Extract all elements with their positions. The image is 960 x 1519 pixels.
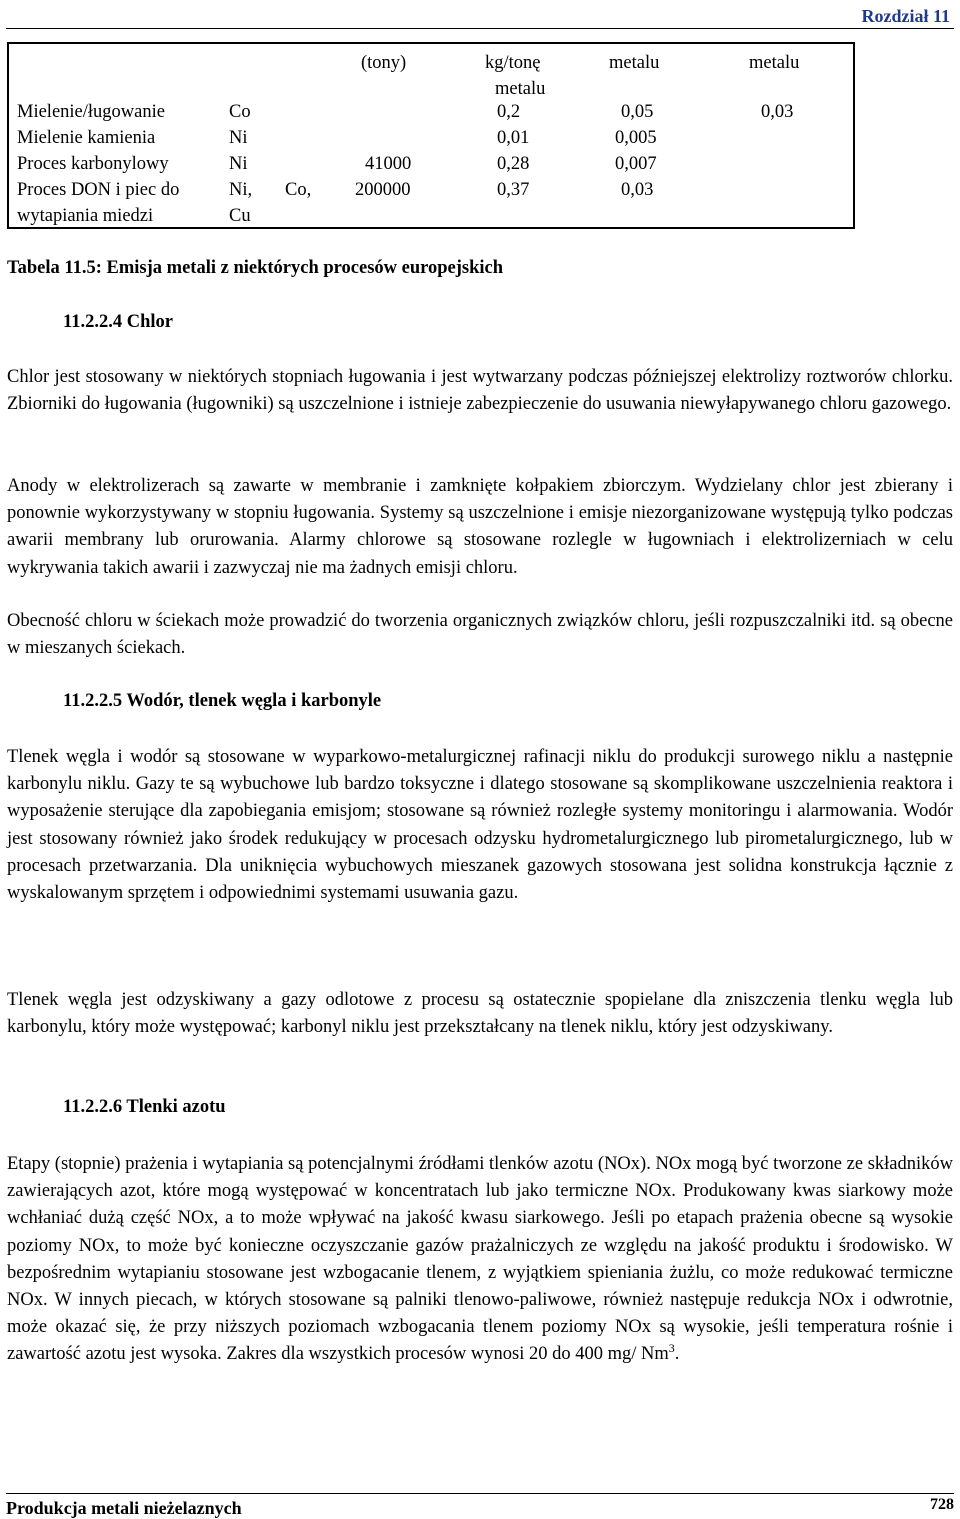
table-header-kg-per-tonne: kg/tonę xyxy=(485,53,541,73)
table-cell-metal: Ni xyxy=(229,154,248,174)
paragraph: Obecność chloru w ściekach może prowadzić do tworzenia organicznych związków chloru, jeśli rozpuszczalniki itd. są obecne w mieszanych ściekach. xyxy=(7,611,953,659)
section-heading-wodor: 11.2.2.5 Wodór, tlenek węgla i karbonyle xyxy=(63,691,382,711)
table-cell-col4: 0,03 xyxy=(621,180,654,200)
section-heading-chlor: 11.2.2.4 Chlor xyxy=(63,312,173,332)
table-cell-tonnes: 41000 xyxy=(365,154,412,174)
superscript: 3 xyxy=(668,1341,675,1356)
table-cell-col5: 0,03 xyxy=(761,102,794,122)
paragraph: Tlenek węgla i wodór są stosowane w wyparkowo-metalurgicznej rafinacji niklu do produkcji surowego niklu a następnie karbonylu niklu. Gazy te są wybuchowe lub bardzo toksyczne i dlatego stosowane są skomplikowane uszczelnienia reaktora i wyposażenie sterujące dla zapobiegania emisjom; stosowane są również rozległe systemy monitoringu i alarmowania. Wodór jest stosowany również jako środek redukujący w procesach odzysku hydrometalurgicznego lub pirometalurgicznego, lub w procesach przetwarzania. Dla uniknięcia wybuchowych mieszanek gazowych stosowana jest solidna konstrukcja łącznie z wyskalowanym sprzętem i odpowiednimi systemami usuwania gazu. xyxy=(7,747,953,904)
paragraph xyxy=(7,1151,953,1369)
table-cell-process: Proces karbonylowy xyxy=(17,154,169,174)
table-cell-process: Mielenie/ługowanie xyxy=(17,102,165,122)
paragraph: Tlenek węgla jest odzyskiwany a gazy odlotowe z procesu są ostatecznie spopielane dla zniszczenia tlenku węgla lub karbonylu, który może występować; karbonyl niklu jest przekształcany na tlenek niklu, który jest odzyskiwany. xyxy=(7,990,953,1038)
emissions-table xyxy=(7,42,855,229)
chapter-label: Rozdział 11 xyxy=(861,6,950,26)
paragraph: Chlor jest stosowany w niektórych stopniach ługowania i jest wytwarzany podczas późniejszej elektrolizy roztworów chlorku. Zbiorniki do ługowania (ługowniki) są uszczelnione i istnieje zabezpieczenie do usuwania niewyłapywanego chloru gazowego. xyxy=(7,367,953,415)
table-cell-col4: 0,05 xyxy=(621,102,654,122)
paragraph-end: . xyxy=(674,1344,680,1365)
footer-title: Produkcja metali nieżelaznych xyxy=(6,1498,242,1518)
table-cell-kg-per-tonne: 0,28 xyxy=(497,154,530,174)
table-cell-process: Proces DON i piec do xyxy=(17,180,180,200)
page-number: 728 xyxy=(930,1496,954,1513)
table-cell-metal: Cu xyxy=(229,206,251,226)
table-cell-process: wytapiania miedzi xyxy=(17,206,154,226)
paragraph-text: Etapy (stopnie) prażenia i wytapiania są potencjalnymi źródłami tlenków azotu (NOx). NOx mogą być tworzone ze składników zawierających azot, które mogą występować w koncentratach lub jako termiczne NOx. Produkowany kwas siarkowy może wchłaniać dużą część NOx, a to może wpływać na jakość kwasu siarkowego. Jeśli po etapach prażenia obecne są wysokie poziomy NOx, to może być konieczne oczyszczanie gazów prażalniczych ze względu na jakość produktu i środowisko. W bezpośrednim wytapianiu stosowane jest wzbogacanie tlenem, z wyjątkiem spieniania żużlu, co może redukować termiczne NOx. W innych piecach, w których stosowane są palniki tlenowo-paliwowe, również następuje redukcja NOx i odwrotnie, może okazać się, że przy niższych poziomach wzbogacania tlenem poziomy NOx są wysokie, jeśli temperatura rośnie i zawartość azotu jest wysoka. Zakres dla wszystkich procesów wynosi 20 do 400 mg/ Nm xyxy=(7,1154,953,1365)
table-cell-col4: 0,005 xyxy=(615,128,657,148)
table-cell-metal: Ni xyxy=(229,128,248,148)
table-header-col4: metalu xyxy=(609,53,660,73)
table-caption: Tabela 11.5: Emisja metali z niektórych procesów europejskich xyxy=(7,258,504,278)
table-cell-kg-per-tonne: 0,01 xyxy=(497,128,530,148)
table-cell-tonnes: 200000 xyxy=(355,180,411,200)
table-cell-process: Mielenie kamienia xyxy=(17,128,156,148)
paragraph: Anody w elektrolizerach są zawarte w membranie i zamknięte kołpakiem zbiorczym. Wydzielany chlor jest zbierany i ponownie wykorzystywany w stopniu ługowania. Systemy są uszczelnione i emisje niezorganizowane występują tylko podczas awarii membrany lub orurowania. Alarmy chlorowe są stosowane rozlegle w ługowniach i elektrolizerniach w celu wykrywania takich awarii i zazwyczaj nie ma żadnych emisji chloru. xyxy=(7,476,953,578)
table-cell-metal: Co, xyxy=(285,180,312,200)
table-cell-kg-per-tonne: 0,37 xyxy=(497,180,530,200)
table-cell-col4: 0,007 xyxy=(615,154,657,174)
table-header-col5: metalu xyxy=(749,53,800,73)
page-footer xyxy=(6,1493,954,1518)
table-cell-metal: Ni, xyxy=(229,180,253,200)
section-heading-tlenki: 11.2.2.6 Tlenki azotu xyxy=(63,1097,226,1117)
page-header xyxy=(6,4,954,29)
table-cell-kg-per-tonne: 0,2 xyxy=(497,102,521,122)
table-cell-metal: Co xyxy=(229,102,251,122)
table-header-metal: metalu xyxy=(495,79,546,99)
table-header-tonnes: (tony) xyxy=(361,53,407,73)
